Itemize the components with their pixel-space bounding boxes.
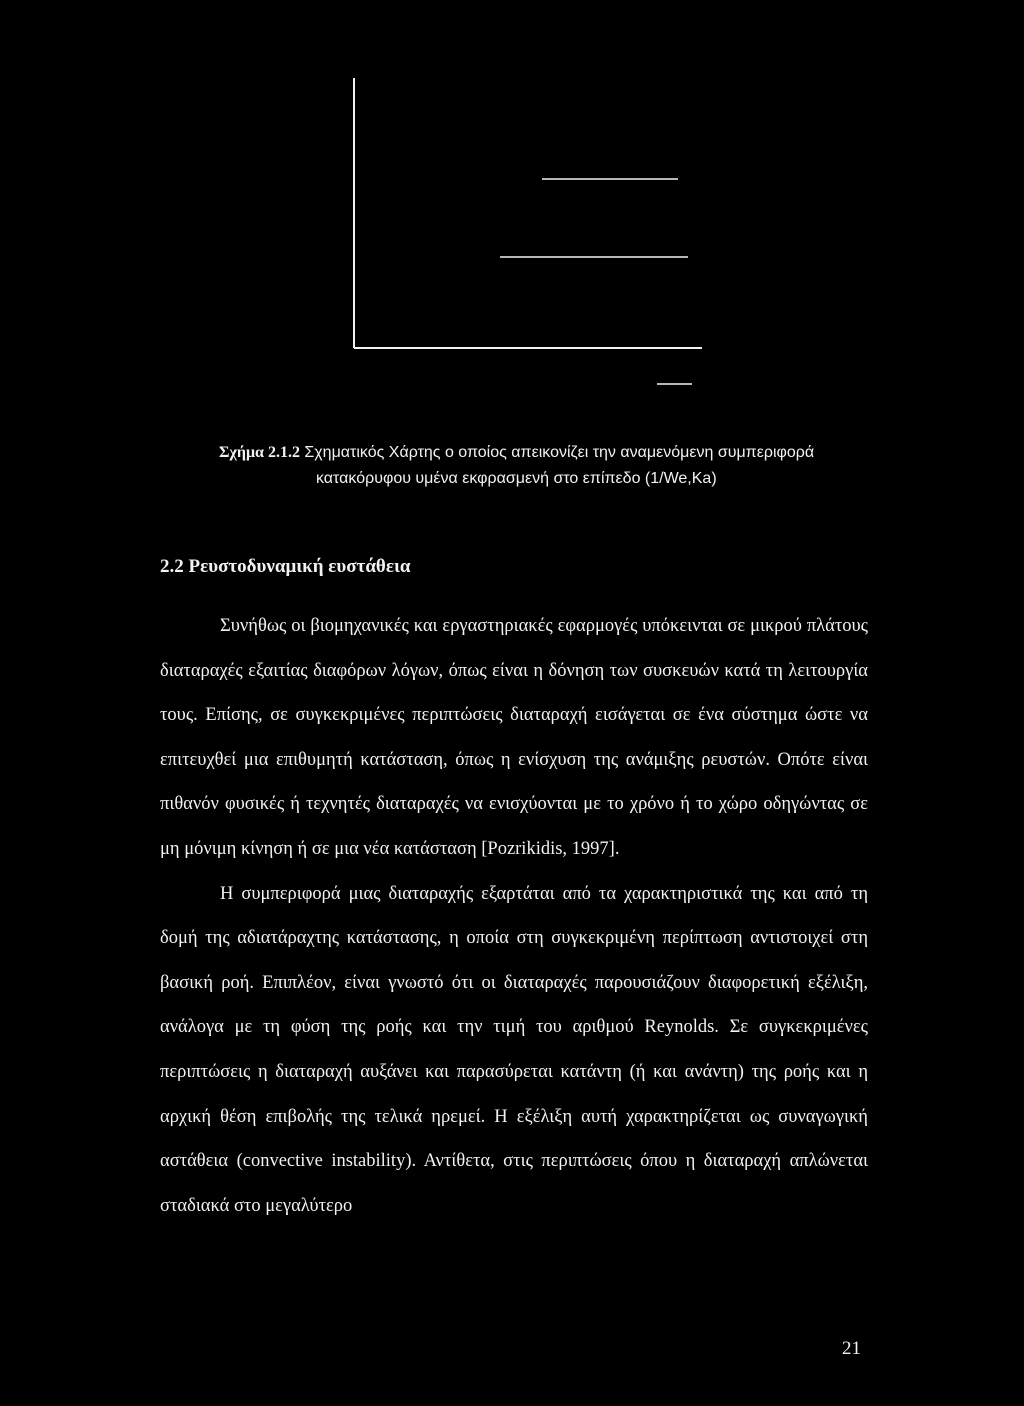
figure-caption-label: Σχήμα 2.1.2 (219, 444, 300, 461)
paragraph-1: Συνήθως οι βιομηχανικές και εργαστηριακές εφαρμογές υπόκεινται σε μικρού πλάτους διαταραχές εξαιτίας διαφόρων λόγων, όπως είναι η δόνηση των συσκευών κατά τη λειτουργία τους. Επίσης, σε συγκεκριμένες περιπτώσεις διαταραχή εισάγεται σε ένα σύστημα ώστε να επιτευχθεί μια επιθυμητή κατάσταση, όπως η ενίσχυση της ανάμιξης ρευστών. Οπότε είναι πιθανόν φυσικές ή τεχνητές διαταραχές να ενισχύονται με το χρόνο ή το χώρο οδηγώντας σε μη μόνιμη κίνηση ή σε μια νέα κατάσταση [Pozrikidis, 1997]. (160, 616, 868, 859)
figure-caption-line1: Σχηματικός Χάρτης ο οποίος απεικονίζει την αναμενόμενη συμπεριφορά (304, 444, 815, 461)
body-text (160, 604, 868, 1228)
page-number: 21 (842, 1338, 861, 1359)
section-heading: 2.2 Ρευστοδυναμική ευστάθεια (160, 556, 411, 577)
paragraph-2: Η συμπεριφορά μιας διαταραχής εξαρτάται από τα χαρακτηριστικά της και από τη δομή της αδιατάραχτης κατάστασης, η οποία στη συγκεκριμένη περίπτωση αντιστοιχεί στη βασική ροή. Επιπλέον, είναι γνωστό ότι οι διαταραχές παρουσιάζουν διαφορετική εξέλιξη, ανάλογα με τη φύση της ροής και την τιμή του αριθμού Reynolds. Σε συγκεκριμένες περιπτώσεις η διαταραχή αυξάνει και παρασύρεται κατάντη (ή και ανάντη) της ροής και η αρχική θέση επιβολής της τελικά ηρεμεί. Η εξέλιξη αυτή χαρακτηρίζεται ως συναγωγική αστάθεια (convective instability). Αντίθετα, στις περιπτώσεις όπου η διαταραχή απλώνεται σταδιακά στο μεγαλύτερο (160, 883, 868, 1216)
schematic-map-diagram (340, 70, 720, 400)
figure-caption-line2: κατακόρυφου υμένα εκφρασμενή στο επίπεδο (1/We,Ka) (316, 470, 717, 487)
schematic-map-figure (340, 70, 720, 400)
figure-caption (219, 440, 919, 492)
